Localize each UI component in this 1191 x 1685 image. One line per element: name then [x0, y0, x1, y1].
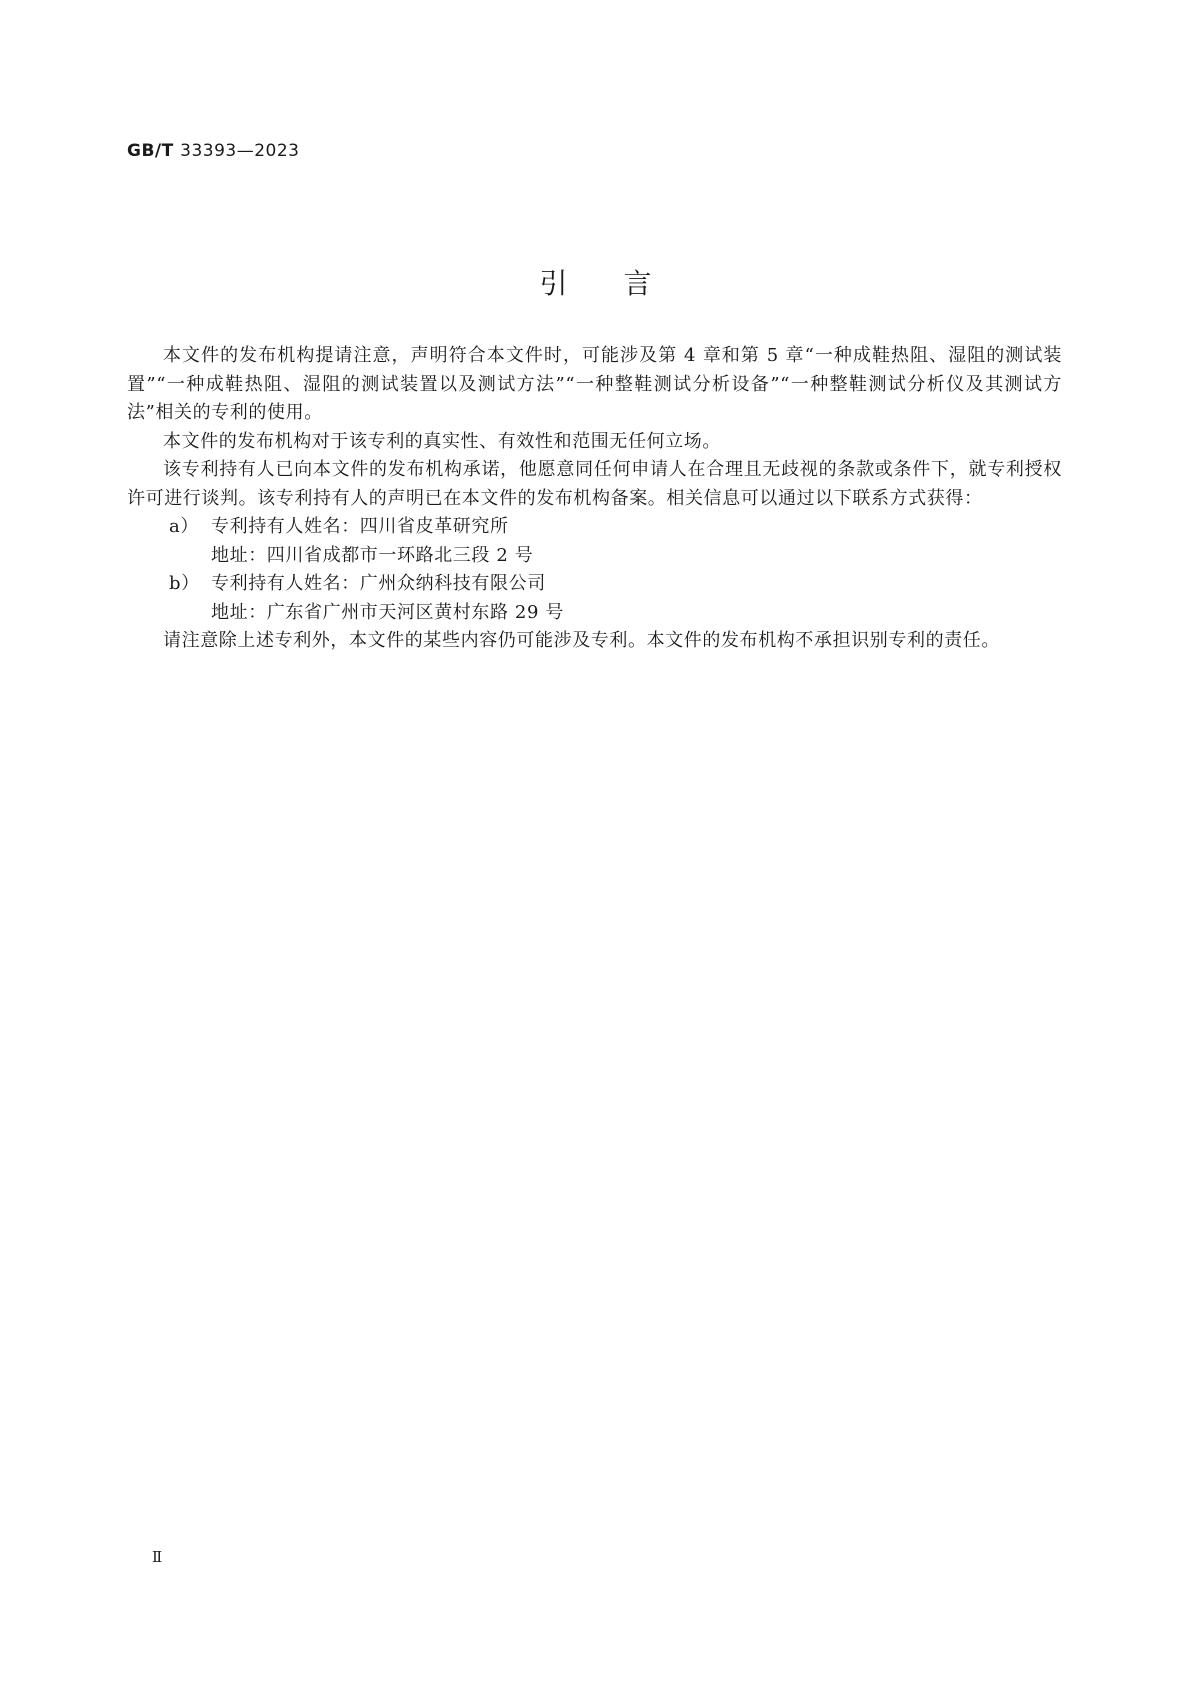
list-item [127, 570, 1062, 599]
holder-name: 专利持有人姓名：广州众纳科技有限公司 [211, 573, 546, 594]
holder-address: 地址：广东省广州市天河区黄村东路 29 号 [211, 601, 564, 623]
list-item [127, 513, 1062, 542]
document-code-number: 33393—2023 [180, 141, 300, 161]
paragraph-holder-commitment: 该专利持有人已向本文件的发布机构承诺，他愿意同任何申请人在合理且无歧视的条款或条件下，就专利授权许可进行谈判。该专利持有人的声明已在本文件的发布机构备案。相关信息可以通过以下联系方式获得： [127, 459, 1062, 509]
document-code [127, 141, 299, 161]
list-marker: a） [169, 516, 199, 537]
holder-address: 地址：四川省成都市一环路北三段 2 号 [211, 544, 534, 566]
page-title: 引言 [539, 266, 708, 300]
body-text [127, 342, 1062, 656]
document-code-prefix: GB/T [127, 141, 174, 161]
page-number: Ⅱ [152, 1548, 163, 1566]
paragraph-disclaimer: 请注意除上述专利外，本文件的某些内容仍可能涉及专利。本文件的发布机构不承担识别专利的责任。 [163, 630, 1000, 651]
paragraph-patent-notice: 本文件的发布机构提请注意，声明符合本文件时，可能涉及第 4 章和第 5 章“一种成鞋热阻、湿阻的测试装置”“一种成鞋热阻、湿阻的测试装置以及测试方法”“一种整鞋测试分析设备”“一种整鞋测试分析仪及其测试方法”相关的专利的使用。 [127, 345, 1062, 423]
holder-list [127, 513, 1062, 627]
list-marker: b） [169, 573, 200, 594]
paragraph-position: 本文件的发布机构对于该专利的真实性、有效性和范围无任何立场。 [163, 430, 721, 452]
holder-name: 专利持有人姓名：四川省皮革研究所 [211, 516, 509, 537]
